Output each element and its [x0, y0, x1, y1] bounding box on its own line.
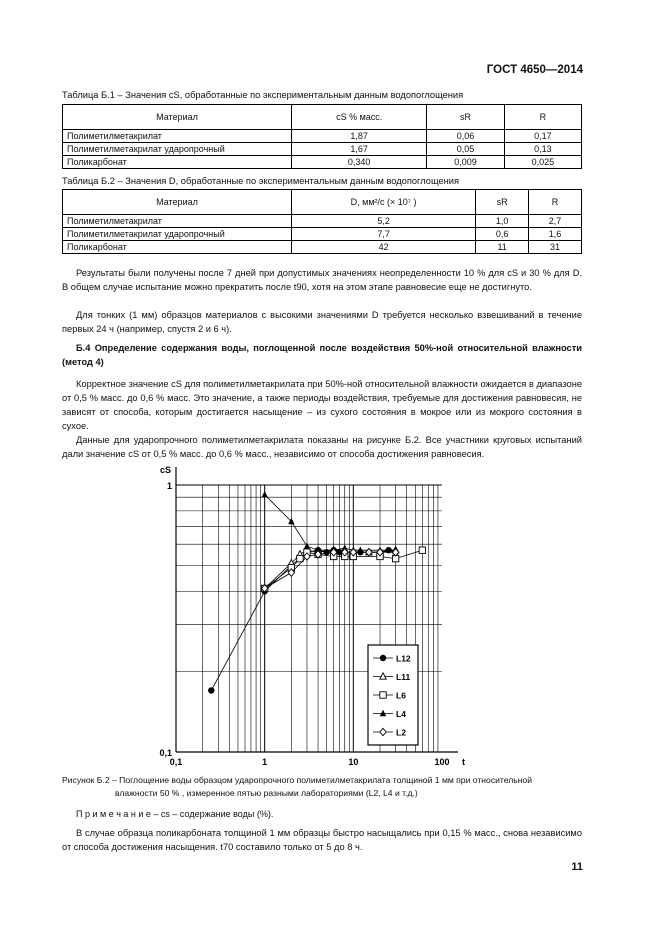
paragraph-results: Результаты были получены после 7 дней при допустимых значениях неопределенности 10 % для cS и 30 % для D. В общем случае испытание можно прекратить после t90, хотя на этом этапе равновесие еще не достигнуто. — [62, 268, 582, 292]
table-cell: 0,009 — [427, 156, 504, 169]
paragraph-figure-ref: Данные для ударопрочного полиметилметакрилата показаны на рисунке Б.2. Все участники круговых испытаний дали значение cS от 0,5 % масс. до 0,6 % масс., независимо от способа достижения равновесия. — [62, 435, 582, 459]
data-point — [208, 687, 214, 693]
table1 — [62, 104, 582, 169]
figure-caption-line2: влажности 50 % , измеренное пятью разными лабораториями (L2, L4 и т.д.) — [115, 788, 418, 798]
table-cell: 0,17 — [504, 130, 581, 143]
table2-header: sR — [476, 190, 529, 215]
figure-note: П р и м е ч а н и е – cs – содержание воды (%). — [76, 809, 274, 819]
table-cell: 2,7 — [529, 215, 582, 228]
table-cell: Полиметилметакрилат — [63, 130, 292, 143]
table1-header: cS % масс. — [292, 105, 427, 130]
page-number: 11 — [571, 861, 583, 873]
table-cell: 0,025 — [504, 156, 581, 169]
table1-header: sR — [427, 105, 504, 130]
table-cell: 1,6 — [529, 228, 582, 241]
data-point — [380, 692, 386, 698]
table1-header: Материал — [63, 105, 292, 130]
table-cell: Полиметилметакрилат ударопрочный — [63, 228, 292, 241]
table2-header: R — [529, 190, 582, 215]
table-cell: 0,06 — [427, 130, 504, 143]
legend-label: L2 — [396, 727, 406, 738]
table-cell: 0,05 — [427, 143, 504, 156]
table2-caption: Таблица Б.2 – Значения D, обработанные по экспериментальным данным водопоглощения — [62, 176, 460, 186]
data-point — [419, 547, 425, 553]
table-cell: 5,2 — [292, 215, 476, 228]
table-cell: Полиметилметакрилат ударопрочный — [63, 143, 292, 156]
section-heading: Б.4 Определение содержания воды, поглощенной после воздействия 50%-ной относительной влажности (метод 4) — [62, 343, 582, 367]
table2 — [62, 189, 582, 254]
table-cell: 7,7 — [292, 228, 476, 241]
data-point — [380, 655, 386, 661]
table2-header: Материал — [63, 190, 292, 215]
series-line — [265, 495, 396, 551]
data-point — [304, 542, 310, 548]
table-cell: 1,0 — [476, 215, 529, 228]
chart-legend — [368, 645, 418, 745]
table-cell: 1,87 — [292, 130, 427, 143]
legend-label: L11 — [396, 672, 411, 682]
x-tick-label: 0,1 — [169, 757, 183, 767]
water-absorption-chart — [150, 455, 480, 777]
x-tick-label: 10 — [348, 757, 359, 767]
data-point — [297, 555, 303, 561]
table-row — [63, 228, 582, 241]
paragraph-thin-samples: Для тонких (1 мм) образцов материалов с высокими значениями D требуется несколько взвешиваний в течение первых 24 ч (например, спустя 2 и 6 ч). — [62, 310, 582, 334]
table-cell: 11 — [476, 241, 529, 254]
document-header: ГОСТ 4650—2014 — [486, 64, 583, 76]
table-cell: Поликарбонат — [63, 156, 292, 169]
table-cell: 1,67 — [292, 143, 427, 156]
table1-caption: Таблица Б.1 – Значения cS, обработанные по экспериментальным данным водопоглощения — [62, 90, 464, 100]
table-cell: 42 — [292, 241, 476, 254]
x-axis-label: t — [462, 757, 465, 767]
legend-label: L6 — [396, 690, 406, 701]
x-tick-label: 100 — [434, 757, 450, 767]
data-point — [392, 549, 398, 556]
table-cell: Поликарбонат — [63, 241, 292, 254]
table2-header: D, мм²/с (× 10⁷ ) — [292, 190, 476, 215]
table-row — [63, 130, 582, 143]
y-tick-label: 1 — [166, 481, 172, 491]
series-l4 — [261, 491, 398, 553]
table-row — [63, 241, 582, 254]
paragraph-polycarbonate: В случае образца поликарбоната толщиной 1 мм образцы быстро насыщались при 0,15 % масс., снова независимо от способа достижения насыщения. t70 составило только от 5 до 8 ч. — [62, 828, 582, 852]
data-point — [261, 491, 267, 497]
figure-caption: Рисунок Б.2 – Поглощение воды образцом ударопрочного полиметилметакрилата толщиной 1 мм при относительной — [62, 775, 533, 785]
table-cell: Полиметилметакрилат — [63, 215, 292, 228]
table-row — [63, 156, 582, 169]
table-row — [63, 143, 582, 156]
x-tick-label: 1 — [262, 757, 268, 767]
chart-axes — [159, 465, 465, 767]
table1-header: R — [504, 105, 581, 130]
y-tick-label: 0,1 — [159, 748, 172, 758]
table-cell: 0,6 — [476, 228, 529, 241]
table-row — [63, 215, 582, 228]
paragraph-pmma: Корректное значение cS для полиметилметакрилата при 50%-ной относительной влажности ожидается в диапазоне от 0,5 % масс. до 0,6 % масс. Это значение, а также периоды воздействия, требуемые для достижения равновесия, не зависят от способа, которым достигается насыщение – из сухого состояния в мокрое или из мокрого состояния в сухое. — [62, 379, 582, 431]
table-cell: 0,13 — [504, 143, 581, 156]
y-axis-label: cS — [160, 465, 172, 475]
legend-label: L4 — [396, 709, 406, 719]
table-cell: 31 — [529, 241, 582, 254]
table-cell: 0,340 — [292, 156, 427, 169]
legend-label: L12 — [396, 653, 411, 664]
